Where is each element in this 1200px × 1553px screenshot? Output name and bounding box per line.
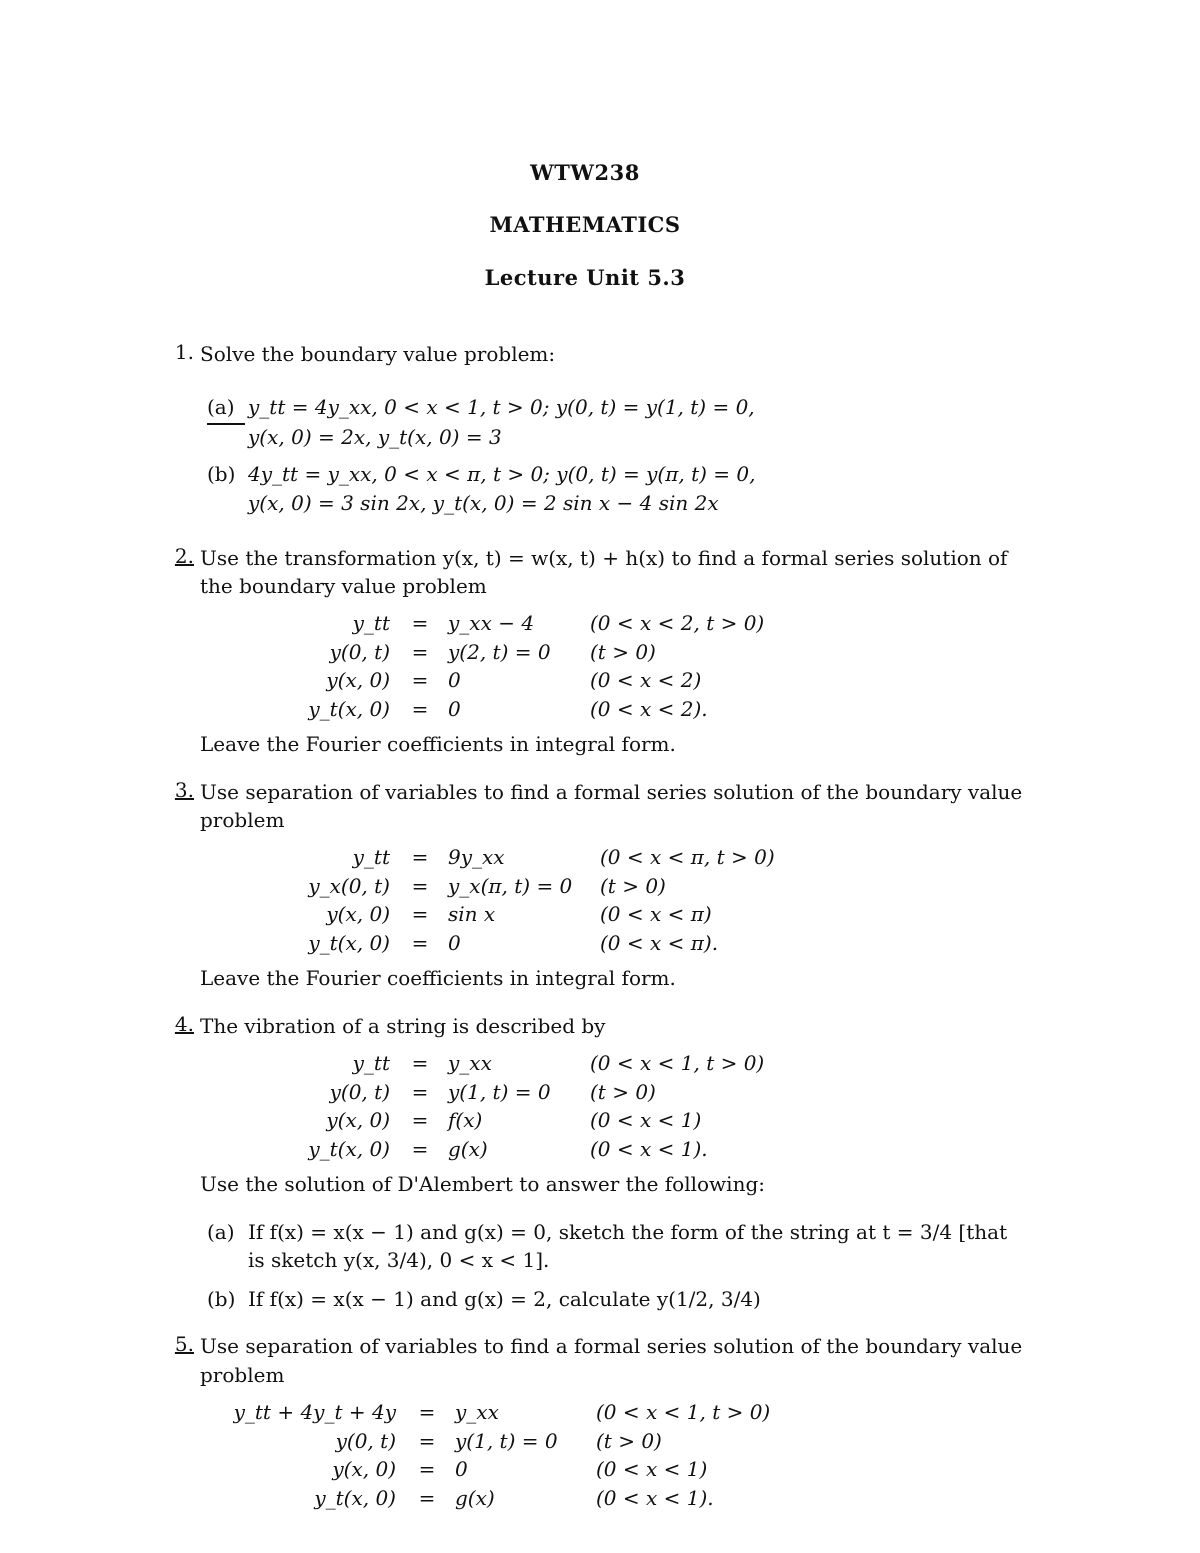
q1b-equation-line1: 4y_tt = y_xx, 0 < x < π, t > 0; y(0, t) = y(π, t) = 0,: [248, 462, 756, 486]
q4a-label: (a): [207, 1220, 235, 1244]
q4-number: 4.: [174, 1012, 194, 1036]
q2-note: Leave the Fourier coefficients in integral form.: [200, 732, 676, 756]
q1a-label: (a): [207, 395, 235, 419]
q4a-text-line2: is sketch y(x, 3/4), 0 < x < 1].: [248, 1248, 550, 1272]
q2-text-line2: the boundary value problem: [200, 574, 487, 598]
q2-text-line1: Use the transformation y(x, t) = w(x, t) + h(x) to find a formal series solution of: [200, 546, 1008, 570]
q4b-label: (b): [207, 1287, 236, 1311]
q1a-equation-line1: y_tt = 4y_xx, 0 < x < 1, t > 0; y(0, t) = y(1, t) = 0,: [248, 395, 755, 419]
q4b-text: If f(x) = x(x − 1) and g(x) = 2, calculate y(1/2, 3/4): [248, 1287, 761, 1311]
q4a-text-line1: If f(x) = x(x − 1) and g(x) = 0, sketch the form of the string at t = 3/4 [that: [248, 1220, 1008, 1244]
q3-text-line1: Use separation of variables to find a formal series solution of the boundary value: [200, 780, 1023, 804]
subject-title: MATHEMATICS: [489, 212, 681, 237]
q1b-equation-line2: y(x, 0) = 3 sin 2x, y_t(x, 0) = 2 sin x − 4 sin 2x: [248, 491, 719, 515]
q5-number: 5.: [174, 1332, 194, 1356]
q3-note: Leave the Fourier coefficients in integral form.: [200, 966, 676, 990]
q1a-underline: [207, 423, 245, 425]
q4-text: The vibration of a string is described by: [200, 1014, 606, 1038]
q1-text: Solve the boundary value problem:: [200, 342, 556, 366]
q1b-label: (b): [207, 462, 236, 486]
q5-text-line2: problem: [200, 1363, 285, 1387]
q1-number: 1.: [174, 340, 194, 364]
lecture-unit-title: Lecture Unit 5.3: [484, 265, 686, 290]
q3-number: 3.: [174, 778, 194, 802]
q2-number: 2.: [174, 544, 194, 568]
q5-text-line1: Use separation of variables to find a formal series solution of the boundary value: [200, 1334, 1023, 1358]
q1a-equation-line2: y(x, 0) = 2x, y_t(x, 0) = 3: [248, 425, 502, 449]
course-code: WTW238: [530, 160, 640, 185]
q3-text-line2: problem: [200, 808, 285, 832]
q4-use-text: Use the solution of D'Alembert to answer the following:: [200, 1172, 765, 1196]
